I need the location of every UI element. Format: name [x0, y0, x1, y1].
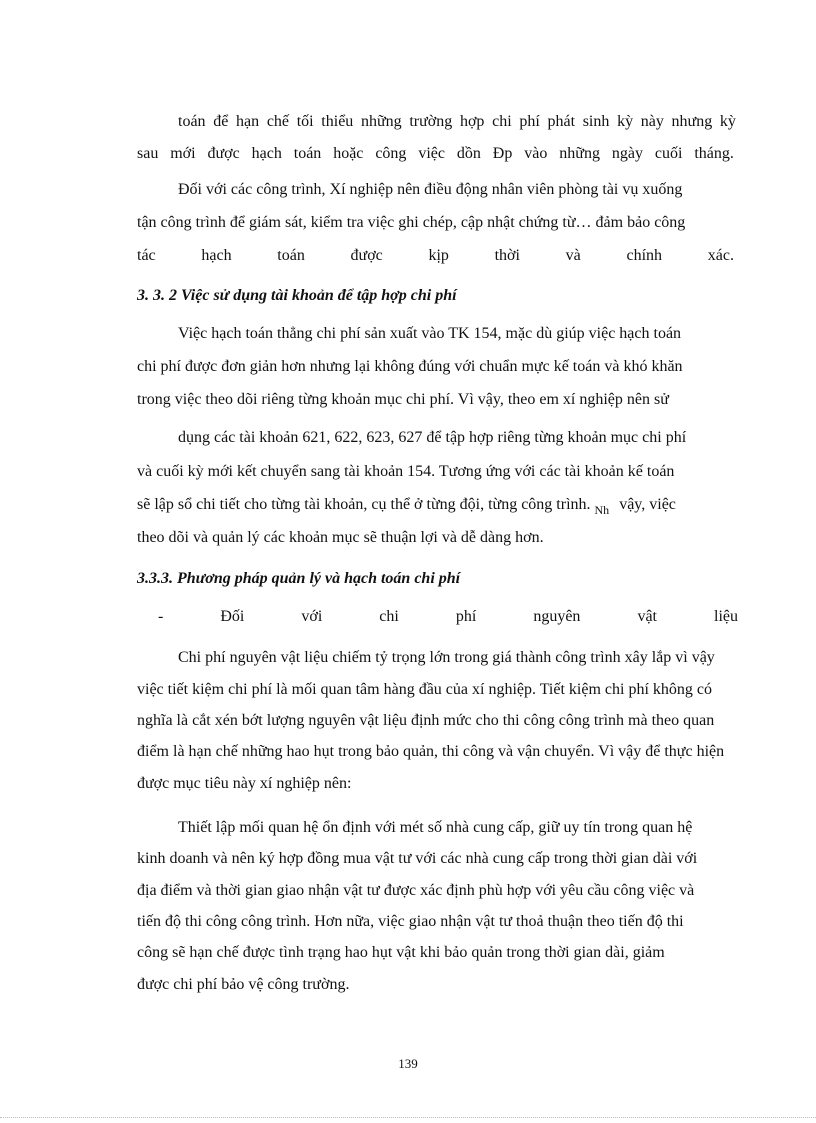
para5-line4: tiến độ thi công công trình. Hơn nữa, việc giao nhận vật tư thoả thuận theo tiến độ thi: [137, 913, 684, 930]
page-number: 139: [398, 1056, 418, 1071]
para1-line2: sau mới được hạch toán hoặc công việc dồn Đp vào những ngày cuối tháng.: [137, 145, 734, 162]
para5-line6: được chi phí bảo vệ công trường.: [137, 976, 350, 993]
para3-line1: Việc hạch toán thẳng chi phí sản xuất vào TK 154, mặc dù giúp việc hạch toán: [178, 325, 682, 342]
para4-line3: nghĩa là cắt xén bớt lượng nguyên vật liệu định mức cho thi công công trình mà theo quan: [137, 712, 715, 729]
para5-line2: kinh doanh và nên ký hợp đồng mua vật tư với các nhà cung cấp trong thời gian dài với: [137, 850, 698, 867]
para2-line2: tận công trình để giám sát, kiểm tra việc ghi chép, cập nhật chứng từ… đảm bảo công: [137, 214, 686, 231]
para3-line5: và cuối kỳ mới kết chuyển sang tài khoản 154. Tương ứng với các tài khoản kế toán: [137, 463, 675, 480]
bullet-line: - Đối với chi phí nguyên vật liệu: [158, 608, 738, 625]
para4-line5: được mục tiêu này xí nghiệp nên:: [137, 775, 352, 792]
section-heading-3-3-3: 3.3.3. Phương pháp quản lý và hạch toán chi phí: [137, 570, 461, 587]
para3-line4: dụng các tài khoản 621, 622, 623, 627 để tập hợp riêng từng khoản mục chi phí: [178, 429, 687, 446]
page-divider: [0, 1117, 816, 1118]
para3-line7: theo dõi và quản lý các khoản mục sẽ thuận lợi và dễ dàng hơn.: [137, 529, 544, 546]
section-heading-3-3-2: 3. 3. 2 Việc sử dụng tài khoản để tập hợp chi phí: [137, 287, 457, 304]
para3-line3: trong việc theo dõi riêng từng khoản mục chi phí. Vì vậy, theo em xí nghiệp nên sử: [137, 391, 669, 408]
para3-line2: chi phí được đơn giản hơn nhưng lại không đúng với chuẩn mực kế toán và khó khăn: [137, 358, 683, 375]
para5-line3: địa điểm và thời gian giao nhận vật tư được xác định phù hợp với yêu cầu công việc và: [137, 882, 695, 899]
para3-line6: sẽ lập sổ chi tiết cho từng tài khoản, cụ thể ở từng đội, từng công trình. $_{Nh}$ vậy, việc: [137, 496, 676, 517]
para2-line1: Đối với các công trình, Xí nghiệp nên điều động nhân viên phòng tài vụ xuống: [178, 181, 683, 198]
para4-line4: điểm là hạn chế những hao hụt trong bảo quản, thi công và vận chuyển. Vì vậy để thực hiện: [137, 743, 725, 760]
para5-line5: công sẽ hạn chế được tình trạng hao hụt vật khi bảo quản trong thời gian dài, giảm: [137, 944, 665, 961]
para2-line3: tác hạch toán được kịp thời và chính xác.: [137, 247, 734, 264]
para4-line1: Chi phí nguyên vật liệu chiếm tỷ trọng lớn trong giá thành công trình xây lắp vì vậy: [178, 649, 715, 666]
para4-line2: việc tiết kiệm chi phí là mối quan tâm hàng đầu của xí nghiệp. Tiết kiệm chi phí không có: [137, 681, 712, 698]
para5-line1: Thiết lập mối quan hệ ổn định với mét số nhà cung cấp, giữ uy tín trong quan hệ: [178, 819, 693, 836]
para1-line1: toán để hạn chế tối thiểu những trường hợp chi phí phát sinh kỳ này nhưng kỳ: [178, 113, 736, 130]
